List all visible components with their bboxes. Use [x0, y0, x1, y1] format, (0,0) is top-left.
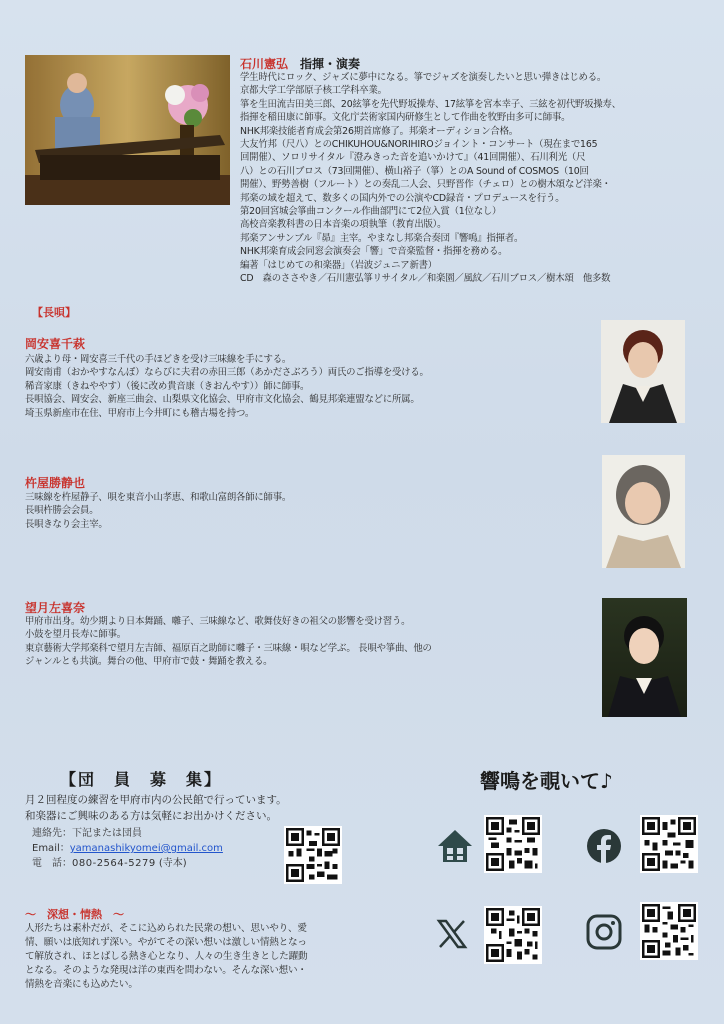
- bio-line: 開催）、野勢善樹（フルート）との奏乱二人会、只野晋作（チェロ）との樹木頌など洋楽・: [240, 179, 611, 191]
- bio-line: 長唄きなり会主宰。: [25, 518, 108, 530]
- email-label: Email：: [32, 843, 70, 854]
- home-qr-code[interactable]: [484, 815, 542, 873]
- bio-line: 高校音楽教科書の日本音楽の項執筆（教育出版）。: [240, 219, 447, 231]
- member-photo: [601, 320, 685, 423]
- bio-line: 長唄杵勝会会員。: [25, 505, 99, 517]
- bio-line: 稀音家康（きねややす）（後に改め貴音康（きおんやす））師に師事。: [25, 380, 310, 392]
- bio-line: ジャンルとも共演。舞台の他、甲府市で鼓・舞踊を教える。: [25, 656, 273, 668]
- member-name: 杵屋勝静也: [25, 476, 86, 490]
- bio-line: NHK邦楽技能者育成会第26期首席修了。邦楽オーディション合格。: [240, 125, 518, 137]
- bio-line: 東京藝術大学邦楽科で望月左吉師、福原百之助師に囃子・三味線・唄など学ぶ。 長唄や箏曲、他の: [25, 642, 432, 654]
- passion-line: 情熱を音楽にも込めたい。: [25, 979, 138, 990]
- leader-bio: [240, 71, 621, 286]
- bio-line: 京都大学工学部原子核工学科卒業。: [240, 85, 387, 97]
- bio-line: 指揮を稲田康に師事。文化庁芸術家国内研修生として作曲を牧野由多可に師事。: [240, 112, 571, 124]
- passion-line: となる。そのような発現は洋の東西を問わない。そんな深い想い・: [25, 965, 307, 976]
- x-icon[interactable]: [436, 918, 468, 950]
- email-link[interactable]: yamanashikyomei@gmail.com: [69, 843, 223, 854]
- bio-line: 大友竹邦（尺八）とのCHIKUHOU&NORIHIROジョイント・コンサート（現在まで165: [240, 139, 598, 151]
- bio-line: 箏を生田流吉田美三郎、20絃箏を先代野坂操寿、17絃箏を宮本幸子、三絃を初代野坂操寿、: [240, 98, 621, 110]
- passion-line: 情、願いは底知れず深い。やがてその深い想いは激しい情熱となっ: [25, 937, 307, 948]
- bio-line: 学生時代にロック、ジャズに夢中になる。箏でジャズを演奏したいと思い弾きはじめる。: [240, 72, 607, 83]
- bio-line: 邦楽の域を超えて、数多くの国内外での公演やCD録音・プロデュースを行う。: [240, 192, 565, 204]
- bio-line: 回開催）、ソロリサイタル『澄みきった音を追いかけて』（41回開催）、石川利光（尺: [240, 152, 586, 164]
- bio-line: 小鼓を望月長寿に師事。: [25, 629, 126, 641]
- bio-line: 編著「はじめての和楽器」（岩波ジュニア新書）: [240, 259, 437, 271]
- section-nagauta: 【長唄】: [32, 306, 76, 319]
- facebook-qr-code[interactable]: [640, 815, 698, 873]
- leader-role: 指揮・演奏: [300, 57, 361, 71]
- phone-number: 080-2564-5279: [72, 858, 156, 869]
- passion-line: て解放され、ほとばしる熱き心となり、人々の生き生きとした躍動: [25, 951, 308, 962]
- member-name: 望月左喜奈: [25, 601, 86, 615]
- leader-photo: [25, 55, 230, 205]
- bio-line: 甲府市出身。幼少期より日本舞踊、囃子、三味線など、歌舞伎好きの祖父の影響を受け習う。: [25, 616, 411, 627]
- contact-label: 連絡先：下記または団員: [32, 828, 142, 839]
- bio-line: 第20回宮城会箏曲コンクール作曲部門にて2位入賞（1位なし）: [240, 206, 502, 218]
- phone-label: 電 話：: [32, 858, 72, 869]
- member-bio: [25, 491, 291, 531]
- facebook-icon[interactable]: [586, 828, 622, 864]
- leader-name: 石川憲弘: [240, 57, 289, 71]
- home-icon[interactable]: [436, 828, 474, 864]
- recruit-line: 和楽器にご興味のある方は気軽にお出かけください。: [25, 810, 277, 822]
- recruit-line: 月２回程度の練習を甲府市内の公民館で行っています。: [25, 794, 287, 806]
- bio-line: 八）との石川ブロス（73回開催）、横山裕子（箏）とのA Sound of COSMOS（10回: [240, 165, 589, 177]
- bio-line: 邦楽アンサンブル『昴』主宰。やまなし邦楽合奏団『響鳴』指揮者。: [240, 232, 524, 244]
- member-bio: [25, 615, 432, 669]
- passion-line: 人形たちは素朴だが、そこに込められた民衆の想い、思いやり、愛: [25, 923, 307, 934]
- bio-line: CD 森のささやき／石川憲弘箏リサイタル／和楽園／風紋／石川ブロス／樹木頌 他多数: [240, 273, 611, 285]
- member-photo: [602, 598, 687, 717]
- instagram-qr-code[interactable]: [640, 902, 698, 960]
- social-heading: 響鳴を覗いて♪: [480, 769, 613, 793]
- bio-line: 三味線を杵屋静子、唄を東音小山孝恵、和歌山富朗各師に師事。: [25, 492, 292, 503]
- bio-line: 長唄協会、岡安会、新座三曲会、山梨県文化協会、甲府市文化協会、鶴見邦楽連盟などに所属。: [25, 394, 420, 406]
- recruit-title: 【団 員 募 集】: [60, 770, 223, 789]
- bio-line: 岡安南甫（おかやすなんぽ）ならびに夫君の赤田三郎（あかださぶろう）両氏のご指導を受ける。: [25, 367, 429, 379]
- bio-line: 埼玉県新座市在住、甲府市上今井町にも稽古場を持つ。: [25, 407, 255, 419]
- x-qr-code[interactable]: [484, 906, 542, 964]
- passion-title: 〜 深想・情熱 〜: [25, 908, 124, 921]
- member-photo: [602, 455, 685, 568]
- bio-line: 六歳より母・岡安喜三千代の手ほどきを受け三味線を手にする。: [25, 354, 292, 365]
- instagram-icon[interactable]: [586, 914, 622, 950]
- bio-line: NHK邦楽育成会同窓会演奏会「響」で音楽監督・指揮を務める。: [240, 246, 508, 258]
- member-bio: [25, 353, 429, 420]
- phone-note: (寺本): [158, 858, 187, 869]
- recruit-qr-code[interactable]: [284, 826, 342, 884]
- member-name: 岡安喜千萩: [25, 337, 86, 351]
